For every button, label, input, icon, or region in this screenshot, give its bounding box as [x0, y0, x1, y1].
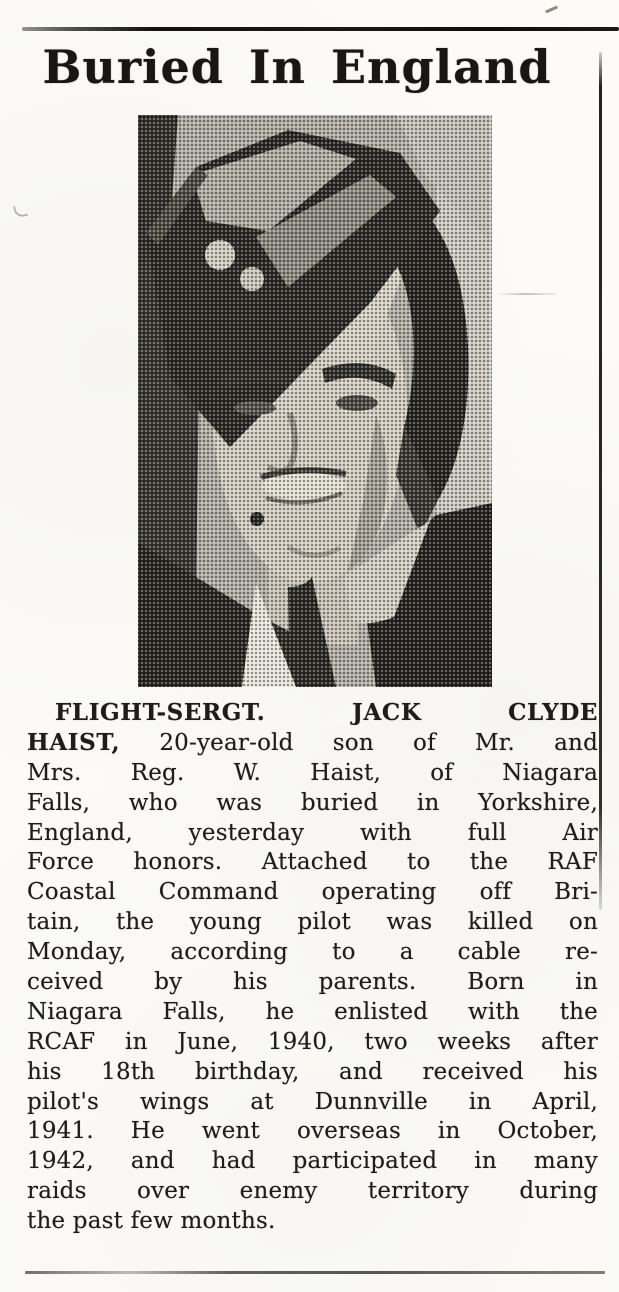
bottom-rule — [25, 1271, 605, 1274]
headline: Buried In England — [42, 40, 552, 94]
body-line: Falls, who was buried in Yorkshire, — [27, 789, 598, 816]
body-line: Monday, according to a cable re- — [27, 939, 598, 966]
body-line: RCAF in June, 1940, two weeks after — [27, 1028, 598, 1055]
body-line: Coastal Command operating off Bri- — [27, 879, 598, 906]
body-line: FLIGHT-SERGT. JACK CLYDE — [55, 699, 598, 726]
body-line: ceived by his parents. Born in — [27, 969, 598, 996]
scan-smudge-left — [13, 204, 28, 218]
body-line: England, yesterday with full Air — [27, 819, 598, 846]
body-line: Force honors. Attached to the RAF — [27, 849, 598, 876]
body-line: HAIST, 20-year-old son of Mr. and — [27, 728, 598, 756]
portrait-photo — [138, 115, 492, 687]
body-line: the past few months. — [27, 1208, 276, 1235]
scan-mark-top-right — [545, 5, 558, 13]
body-line: his 18th birthday, and received his — [27, 1058, 598, 1085]
body-line: 1941. He went overseas in October, — [27, 1118, 598, 1145]
body-line: 1942, and had participated in many — [27, 1148, 598, 1175]
body-line: Niagara Falls, he enlisted with the — [27, 998, 598, 1025]
scan-scratch-right — [495, 293, 557, 295]
cap-badge — [205, 240, 235, 270]
body-line: Mrs. Reg. W. Haist, of Niagara — [27, 759, 598, 786]
top-rule — [22, 27, 619, 31]
body-line: tain, the young pilot was killed on — [27, 909, 598, 936]
article-body — [27, 698, 598, 1236]
airman-portrait-image — [138, 115, 492, 687]
body-line: raids over enemy territory during — [27, 1178, 598, 1205]
chin-mole — [250, 512, 264, 526]
right-column-rule — [599, 52, 602, 910]
body-line: pilot's wings at Dunnville in April, — [27, 1088, 598, 1115]
